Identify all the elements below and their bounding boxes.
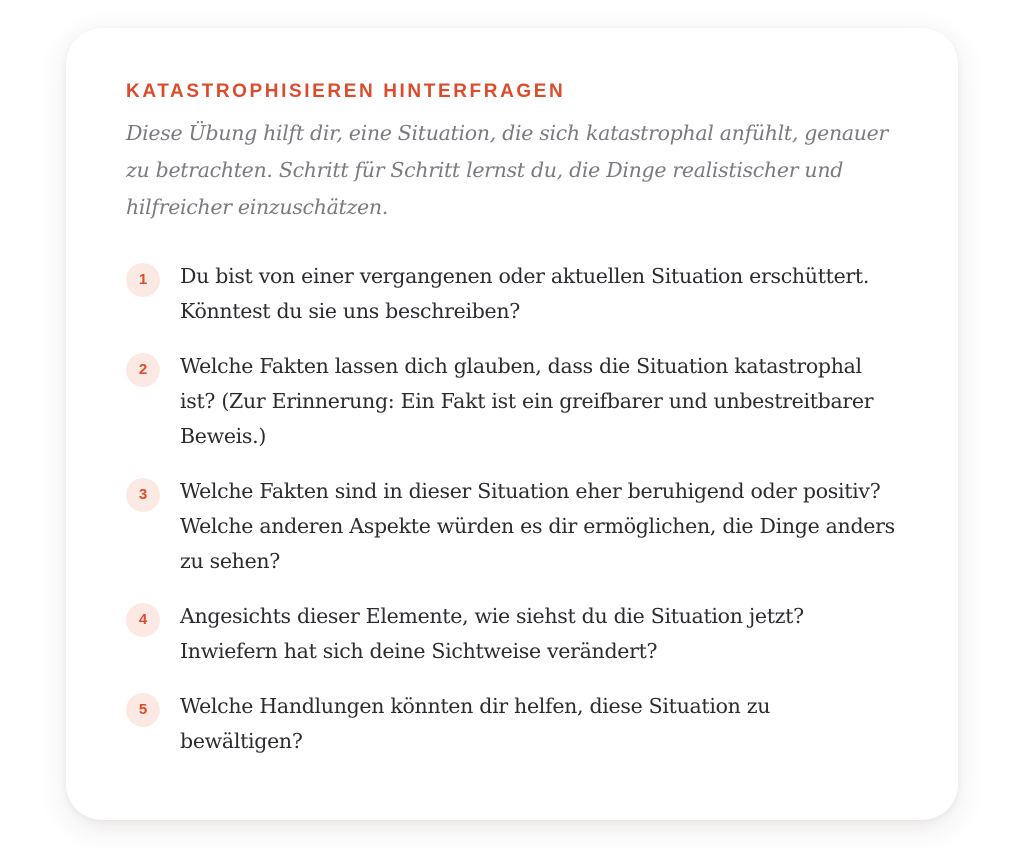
step-item bbox=[126, 259, 898, 329]
step-item bbox=[126, 474, 898, 579]
step-item bbox=[126, 599, 898, 669]
step-item bbox=[126, 349, 898, 454]
step-number-badge: 4 bbox=[126, 603, 160, 637]
card-title: KATASTROPHISIEREN HINTERFRAGEN bbox=[126, 81, 566, 102]
step-text: Welche Handlungen könnten dir helfen, diese Situation zu bewältigen? bbox=[180, 694, 771, 753]
step-number-badge: 2 bbox=[126, 353, 160, 387]
step-number-badge: 5 bbox=[126, 693, 160, 727]
step-number-badge: 3 bbox=[126, 478, 160, 512]
step-item bbox=[126, 689, 898, 759]
step-text: Welche Fakten lassen dich glauben, dass die Situation katastrophal ist? (Zur Erinnerung: Ein Fakt ist ein greifbarer und unbestreitbarer Beweis.) bbox=[180, 354, 874, 448]
step-text: Welche Fakten sind in dieser Situation eher beruhigend oder positiv? Welche anderen Aspekte würden es dir ermöglichen, die Dinge anders zu sehen? bbox=[180, 479, 895, 573]
card-intro: Diese Übung hilft dir, eine Situation, die sich katastrophal anfühlt, genauer zu betrachten. Schritt für Schritt lernst du, die Dinge realistischer und hilfreicher einzuschätzen. bbox=[126, 121, 889, 219]
step-text: Angesichts dieser Elemente, wie siehst du die Situation jetzt? Inwiefern hat sich deine Sichtweise verändert? bbox=[180, 604, 804, 663]
step-number-badge: 1 bbox=[126, 263, 160, 297]
step-text: Du bist von einer vergangenen oder aktuellen Situation erschüttert. Könntest du sie uns beschreiben? bbox=[180, 264, 870, 323]
exercise-card bbox=[66, 28, 958, 820]
step-list bbox=[126, 259, 898, 759]
